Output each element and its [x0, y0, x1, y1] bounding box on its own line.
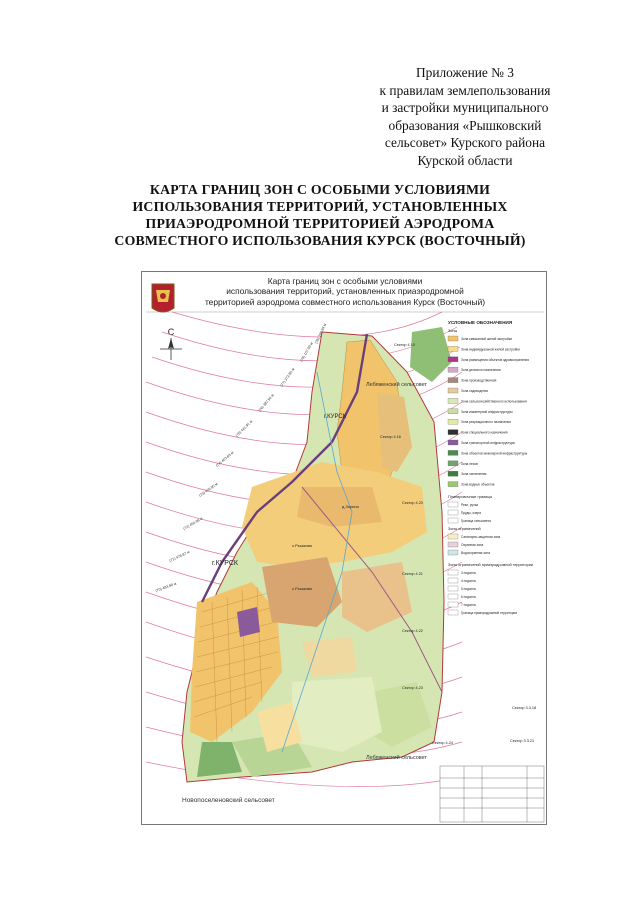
legend-object-label: Граница сельсовета: [461, 519, 491, 523]
legend-restrict-swatch: [448, 542, 458, 547]
legend-object-swatch: [448, 502, 458, 507]
annex-line-2: к правилам землепользования: [379, 82, 551, 98]
legend-object-label: Пруды, озера: [461, 511, 481, 515]
legend-aero-heading: Зоны ограничений приаэродромной территории: [448, 563, 533, 567]
zone-map: [141, 271, 547, 825]
legend-object-swatch: [448, 518, 458, 523]
place-ryshkovo-2: с.Рышково: [292, 586, 313, 591]
place-kursk-north: г.КУРСК: [324, 414, 347, 420]
legend-aero-label: 5 подзона: [461, 587, 476, 591]
svg-text:(77) 372.85 м: (77) 372.85 м: [279, 367, 296, 388]
legend-item-label: Зона садоводства: [461, 389, 488, 393]
annex-line-5: сельсовет» Курского района: [384, 135, 546, 151]
annex-header: [360, 64, 570, 170]
stamp-block: [440, 766, 544, 822]
legend-aero-label: 6 подзона: [461, 595, 476, 599]
sector-label: Сектор 3.3.18: [512, 706, 537, 710]
svg-text:(75) 441.91 м: (75) 441.91 м: [234, 419, 254, 438]
legend-item-swatch: [448, 336, 458, 341]
legend-object-label: Реки, ручьи: [461, 503, 479, 507]
legend-object-swatch: [448, 510, 458, 515]
legend-item-swatch: [448, 346, 458, 351]
svg-text:(74) 403.83 м: (74) 403.83 м: [215, 450, 235, 468]
legend-title: УСЛОВНЫЕ ОБОЗНАЧЕНИЯ: [448, 320, 513, 325]
legend-item-swatch: [448, 409, 458, 414]
legend-objects-heading: Планировочные границы: [448, 495, 493, 499]
legend-item-swatch: [448, 367, 458, 372]
legend-item-label: Зона делового назначения: [461, 368, 501, 373]
place-ryshkovo: с.Рышково: [292, 543, 313, 548]
map-canvas: [142, 272, 547, 825]
legend-aero-swatch: [448, 610, 458, 615]
legend-aero-swatch: [448, 602, 458, 607]
legend-item-label: Зона рекреационного назначения: [461, 420, 511, 425]
legend-aero-swatch: [448, 570, 458, 575]
legend-restrict-swatch: [448, 534, 458, 539]
legend-item-swatch: [448, 378, 458, 383]
svg-text:(72) 454.96 м: (72) 454.96 м: [182, 516, 204, 531]
title-line-3: ПРИАЭРОДРОМНОЙ ТЕРРИТОРИЕЙ АЭРОДРОМА: [145, 216, 495, 231]
legend-item-swatch: [448, 398, 458, 403]
place-kursk-south: г.КУРСК: [212, 560, 238, 567]
legend-item-swatch: [448, 482, 458, 487]
compass-letter: С: [167, 327, 175, 337]
legend-item-swatch: [448, 430, 458, 435]
legend-item-label: Зона лесов: [461, 461, 478, 466]
map-title-line-2: использования территорий, установленных приаэродромной: [226, 286, 464, 297]
legend-item-label: Зона индивидуальной жилой застройки: [461, 347, 520, 352]
legend-aero-swatch: [448, 594, 458, 599]
svg-text:(78) 100.93 м: (78) 100.93 м: [314, 322, 328, 345]
legend-item-label: Зона сельскохозяйственного использования: [461, 399, 527, 404]
sector-label: Сектор 4.16: [380, 435, 401, 439]
legend-item-swatch: [448, 388, 458, 393]
annex-line-3: и застройки муниципального: [381, 100, 549, 116]
legend-restrict-label: Охранная зона: [461, 543, 484, 547]
legend-item-label: Зона инженерной инфраструктуры: [461, 409, 513, 414]
legend-aero-label: Граница приаэродромной территории: [461, 611, 518, 615]
place-zorino: д.Зорино: [342, 504, 359, 509]
place-novoposelenovsky: Новопоселеновский сельсовет: [182, 797, 275, 804]
legend-item-label: Зона объектов инженерной инфраструктуры: [461, 451, 528, 456]
legend-item-label: Зона специального назначения: [461, 430, 508, 435]
annex-line-1: Приложение № 3: [415, 65, 515, 80]
legend-item-swatch: [448, 450, 458, 455]
legend-restrict-label: Водоохранная зона: [461, 551, 490, 555]
svg-text:(70) 483.98 м: (70) 483.98 м: [154, 581, 177, 593]
title-line-1: КАРТА ГРАНИЦ ЗОН С ОСОБЫМИ УСЛОВИЯМИ: [149, 182, 491, 197]
legend-item-label: Зона производственная: [461, 378, 497, 383]
legend-aero-swatch: [448, 586, 458, 591]
sector-label: Сектор 4.24: [432, 741, 453, 745]
title-line-2: ИСПОЛЬЗОВАНИЯ ТЕРРИТОРИЙ, УСТАНОВЛЕННЫХ: [132, 199, 508, 214]
legend-item-label: Зона размещения объектов здравоохранения: [461, 357, 529, 362]
annex-line-6: Курской области: [417, 152, 513, 168]
place-lebyazhensky-south: Лебяженский сельсовет: [366, 755, 428, 761]
place-lebyazhensky-north: Лебяженский сельсовет: [366, 382, 428, 388]
map-title-line-3: территорией аэродрома совместного использования Курск (Восточный): [204, 296, 486, 307]
sector-label: Сектор 4.22: [402, 629, 423, 633]
svg-text:(76) 387.56 м: (76) 387.56 м: [257, 393, 275, 413]
legend-aero-label: 3 подзона: [461, 571, 476, 575]
document-title: [60, 181, 580, 249]
svg-text:(71) 478.87 м: (71) 478.87 м: [168, 550, 191, 563]
legend-restrict-heading: Зоны ограничений: [448, 527, 481, 531]
legend-item-swatch: [448, 440, 458, 445]
legend-restrict-label: Санитарно-защитная зона: [461, 535, 501, 539]
legend-item-swatch: [448, 419, 458, 424]
legend-zones-heading: Зоны: [448, 329, 458, 333]
legend-item-swatch: [448, 357, 458, 362]
legend-restrict-swatch: [448, 550, 458, 555]
legend-item-label: Зона транспортной инфраструктуры: [461, 441, 515, 445]
sector-label: Сектор 4.20: [402, 501, 423, 505]
legend-aero-swatch: [448, 578, 458, 583]
legend-item-label: Зона смешанной жилой застройки: [461, 337, 513, 341]
legend-item-label: Зона озеленения: [461, 472, 487, 477]
title-line-4: СОВМЕСТНОГО ИСПОЛЬЗОВАНИЯ КУРСК (ВОСТОЧНЫЙ): [114, 233, 526, 248]
svg-text:(73) 429.95 м: (73) 429.95 м: [198, 482, 219, 498]
legend-item-label: Зона водных объектов: [461, 482, 495, 487]
sector-label: Сектор 4.21: [402, 572, 423, 576]
legend-item-swatch: [448, 461, 458, 466]
legend-item-swatch: [448, 471, 458, 476]
svg-text:(78) 107.99 м: (78) 107.99 м: [299, 341, 314, 363]
map-title-line-1: Карта границ зон с особыми условиями: [267, 276, 423, 286]
map-legend: [448, 320, 533, 615]
sector-label: Сектор 4.10: [394, 343, 415, 347]
legend-aero-label: 4 подзона: [461, 579, 476, 583]
sector-label: Сектор 3.3.21: [510, 739, 535, 743]
legend-aero-label: 7 подзона: [461, 603, 476, 607]
sector-label: Сектор 4.23: [402, 686, 423, 690]
compass-icon: [160, 327, 182, 360]
annex-line-4: образования «Рышковский: [388, 117, 542, 133]
coat-of-arms-icon: [152, 284, 174, 312]
